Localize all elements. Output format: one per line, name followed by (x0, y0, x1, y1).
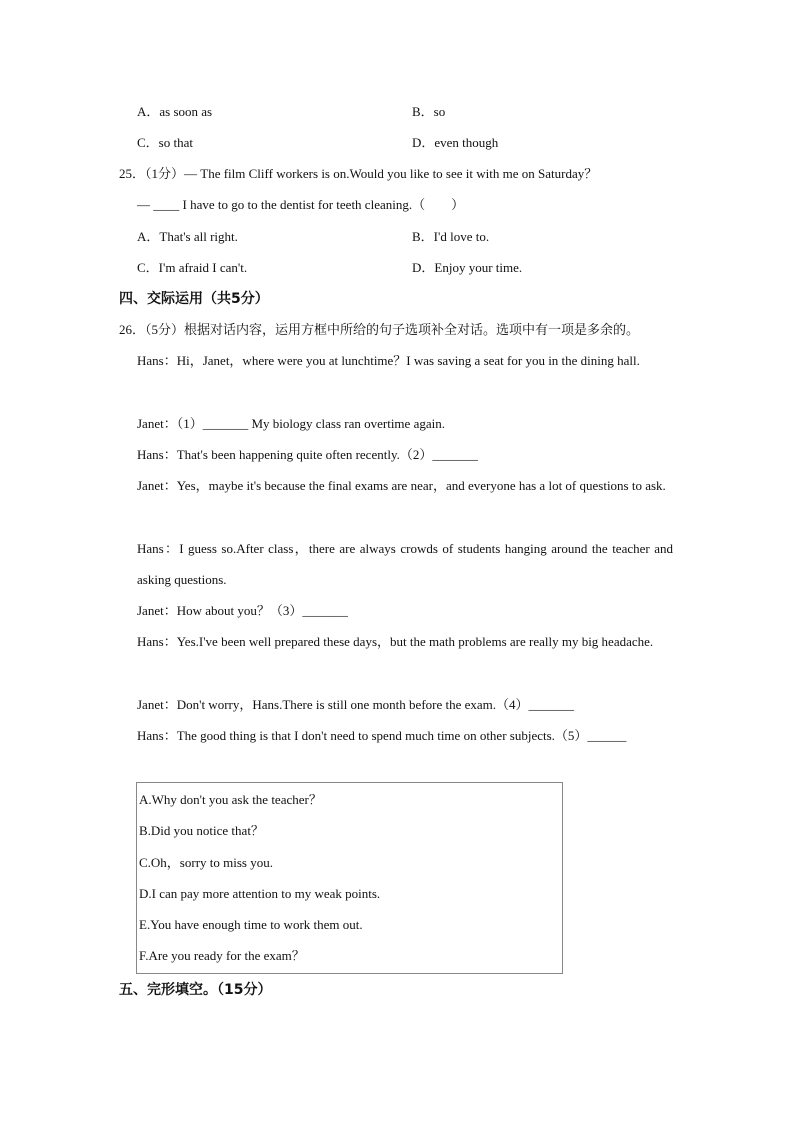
q25-option-a: A．That's all right. (137, 229, 238, 244)
choice-e: E.You have enough time to work them out. (139, 917, 363, 932)
q25-option-c: C．I'm afraid I can't. (137, 260, 248, 275)
dialogue-line: Hans：That's been happening quite often recently.（2）_______ (137, 447, 478, 462)
dialogue-line: Janet：How about you？（3）_______ (137, 603, 348, 618)
section4-heading: 四、交际运用（共5分） (119, 291, 269, 307)
q24-option-b: B．so (412, 104, 446, 119)
choices-box (136, 782, 563, 974)
q26-stem: 26．（5分）根据对话内容，运用方框中所给的句子选项补全对话。选项中有一项是多余的。 (119, 322, 640, 337)
choice-b: B.Did you notice that？ (139, 823, 264, 838)
q25-line2: — ____ I have to go to the dentist for teeth cleaning.（ ） (137, 197, 465, 212)
q25-option-b: B．I'd love to. (412, 229, 490, 244)
choice-c: C.Oh，sorry to miss you. (139, 855, 273, 870)
dialogue-line: Hans：I guess so.After class，there are always crowds of students hanging around the teacher and asking questions. (137, 541, 673, 588)
dialogue-line: Hans：Hi，Janet，where were you at lunchtime？I was saving a seat for you in the dining hall. (137, 353, 640, 368)
q24-option-c: C．so that (137, 135, 193, 150)
choice-d: D.I can pay more attention to my weak points. (139, 886, 381, 901)
dialogue-line: Hans：The good thing is that I don't need to spend much time on other subjects.（5）______ (137, 728, 627, 743)
q24-option-a: A．as soon as (137, 104, 213, 119)
q25-option-d: D．Enjoy your time. (412, 260, 523, 275)
q25-stem: 25．（1分）— The film Cliff workers is on.Would you like to see it with me on Saturday？ (119, 166, 598, 181)
choice-f: F.Are you ready for the exam？ (139, 948, 305, 963)
q24-option-d: D．even though (412, 135, 499, 150)
dialogue-line: Janet：Yes，maybe it's because the final exams are near，and everyone has a lot of questions to ask. (137, 478, 666, 493)
choice-a: A.Why don't you ask the teacher？ (139, 792, 322, 807)
dialogue-line: Janet：（1）_______ My biology class ran overtime again. (137, 416, 445, 431)
section5-heading: 五、完形填空。（15分） (119, 982, 272, 998)
dialogue-line: Hans：Yes.I've been well prepared these days，but the math problems are really my big headache. (137, 634, 654, 649)
dialogue-line: Janet：Don't worry，Hans.There is still one month before the exam.（4）_______ (137, 697, 575, 712)
